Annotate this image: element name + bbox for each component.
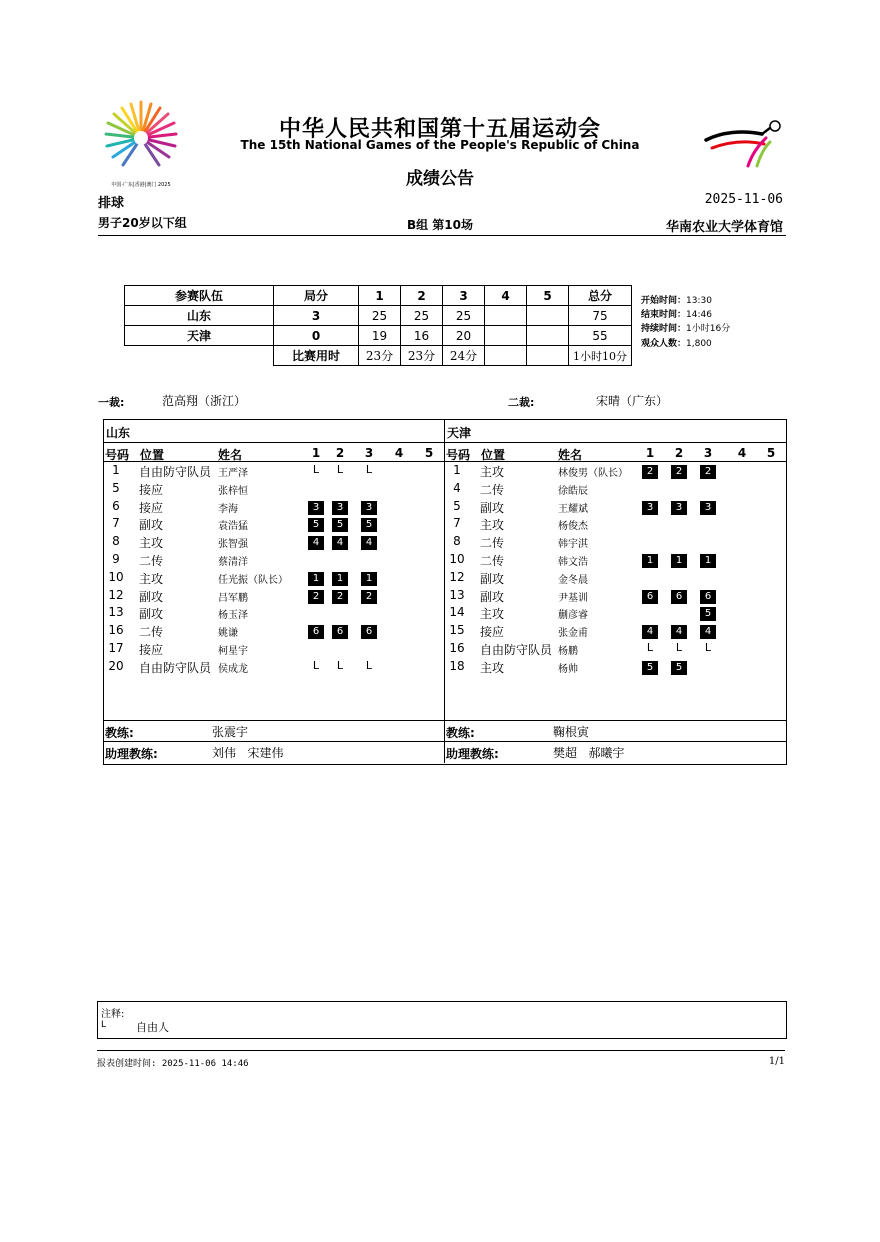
player-number: 13 [108, 605, 124, 620]
games-title-chinese: 中华人民共和国第十五届运动会 [278, 117, 601, 142]
player-name: 徐皓辰 [558, 485, 588, 497]
player-name: 韩宇淇 [558, 539, 588, 551]
player-number: 4 [453, 480, 461, 495]
set-3-score: 25 [443, 306, 485, 326]
notes-key: L [101, 1020, 107, 1030]
player-row [0, 588, 880, 606]
starting-position-badge: 6 [700, 590, 716, 604]
starting-position-badge: 4 [642, 625, 658, 639]
set-5-score [527, 326, 569, 346]
player-row [0, 552, 880, 570]
document-title: 成绩公告 [406, 169, 474, 189]
player-number: 7 [453, 516, 461, 531]
starting-position-badge: 2 [361, 590, 377, 604]
player-row [0, 605, 880, 623]
set-4-score [485, 306, 527, 326]
sets-won: 0 [274, 326, 359, 346]
player-number: 8 [453, 534, 461, 549]
header-set-2: 2 [401, 286, 443, 306]
games-title-english: The 15th National Games of the People's Republic of China [240, 138, 640, 152]
header-set-4: 4 [737, 446, 747, 460]
header-set-1: 1 [645, 446, 655, 460]
player-row [0, 623, 880, 641]
player-position: 副攻 [139, 518, 164, 533]
libero-mark: L [365, 658, 373, 672]
age-group: 男子20岁以下组 [98, 216, 187, 230]
libero-mark: L [704, 641, 712, 654]
report-created-time: 报表创建时间: 2025-11-06 14:46 [97, 1059, 249, 1069]
starting-position-badge: 6 [642, 590, 658, 604]
player-name: 蒯彦睿 [558, 610, 588, 622]
player-position: 副攻 [480, 500, 505, 515]
player-row [0, 463, 880, 481]
header-set-1: 1 [311, 446, 321, 460]
duration-row [125, 346, 632, 366]
set-1-duration: 23分 [359, 346, 401, 366]
starting-position-badge: 5 [642, 661, 658, 675]
player-name: 张智强 [218, 539, 248, 551]
starting-position-badge: 2 [642, 465, 658, 479]
player-position: 接应 [139, 643, 164, 657]
player-position: 主攻 [480, 465, 505, 479]
header-divider [98, 235, 786, 236]
player-name: 张梓恒 [218, 485, 248, 497]
player-name: 吕军鹏 [218, 592, 248, 604]
player-name: 王耀斌 [558, 503, 588, 515]
player-row [0, 481, 880, 499]
starting-position-badge: 2 [332, 590, 348, 604]
starting-position-badge: 6 [671, 590, 687, 604]
starting-position-badge: 5 [361, 518, 377, 532]
set-2-score: 25 [401, 306, 443, 326]
match-date: 2025-11-06 [704, 192, 783, 207]
libero-mark: L [365, 463, 373, 476]
header-set-2: 2 [674, 446, 684, 460]
total-points: 55 [569, 326, 632, 346]
notes-title: 注释: [101, 1009, 125, 1020]
set-4-duration [485, 346, 527, 366]
assistant-coach-label: 助理教练: [446, 747, 499, 761]
player-name: 尹基训 [558, 592, 588, 604]
set-2-duration: 23分 [401, 346, 443, 366]
player-number: 15 [449, 623, 465, 638]
player-position: 主攻 [139, 536, 164, 551]
starting-position-badge: 6 [308, 625, 324, 639]
player-number: 10 [108, 569, 124, 584]
roster-team-name: 山东 [106, 426, 131, 440]
player-name: 侯成龙 [218, 663, 248, 675]
starting-position-badge: 4 [671, 625, 687, 639]
player-number: 7 [112, 516, 120, 531]
player-number: 1 [453, 463, 461, 477]
header-set-4: 4 [394, 446, 404, 460]
player-number: 1 [112, 463, 120, 477]
sets-won: 3 [274, 306, 359, 326]
player-name: 杨俊杰 [558, 521, 588, 533]
player-row [0, 499, 880, 517]
roster-team-name: 天津 [447, 426, 472, 440]
player-number: 16 [449, 641, 465, 655]
starting-position-badge: 1 [700, 554, 716, 568]
notes-value: 自由人 [136, 1021, 169, 1034]
player-position: 主攻 [480, 660, 505, 675]
start-time: 开始时间：13:30 [641, 296, 712, 306]
assistant-coach-label: 助理教练: [105, 747, 158, 761]
starting-position-badge: 4 [308, 536, 324, 550]
player-name: 韩文浩 [558, 557, 588, 568]
player-name: 林俊男（队长） [558, 468, 628, 479]
libero-mark: L [646, 641, 654, 654]
first-referee-label: 一裁: [98, 396, 125, 409]
player-row [0, 641, 880, 659]
libero-mark: L [336, 658, 344, 672]
player-number: 6 [112, 498, 120, 513]
player-position: 二传 [480, 554, 505, 568]
venue: 华南农业大学体育馆 [665, 220, 783, 235]
header-set-3: 3 [703, 446, 713, 460]
header-position: 位置 [140, 448, 165, 462]
player-number: 12 [449, 569, 465, 584]
player-position: 二传 [139, 554, 164, 568]
header-set-5: 5 [527, 286, 569, 306]
player-name: 袁浩猛 [218, 521, 248, 533]
spectators: 观众人数：1,800 [641, 339, 712, 349]
starting-position-badge: 1 [332, 572, 348, 586]
coach-name: 鞠根寅 [553, 725, 590, 739]
score-row-team-2 [125, 326, 632, 346]
end-time: 结束时间：14:46 [641, 310, 712, 320]
header-position: 位置 [481, 448, 506, 462]
coach-label: 教练: [105, 726, 134, 740]
header-number: 号码 [105, 448, 130, 462]
starting-position-badge: 1 [671, 554, 687, 568]
header-set-3: 3 [443, 286, 485, 306]
starting-position-badge: 1 [308, 572, 324, 586]
first-referee: 范高翔（浙江） [162, 394, 247, 408]
libero-mark: L [675, 641, 683, 654]
match-duration: 持续时间：1小时16分 [641, 324, 731, 334]
set-1-score: 19 [359, 326, 401, 346]
player-position: 二传 [139, 625, 164, 640]
set-1-score: 25 [359, 306, 401, 326]
player-number: 5 [453, 498, 461, 513]
score-row-team-1 [125, 306, 632, 326]
second-referee-label: 二裁: [508, 396, 535, 409]
assistant-coach-names: 刘伟 宋建伟 [212, 746, 284, 760]
header-total: 总分 [569, 286, 632, 306]
total-points: 75 [569, 306, 632, 326]
starting-position-badge: 5 [700, 607, 716, 621]
libero-mark: L [312, 463, 320, 476]
player-position: 自由防守队员 [139, 660, 212, 675]
player-number: 8 [112, 534, 120, 549]
player-position: 主攻 [480, 518, 505, 533]
set-5-duration [527, 346, 569, 366]
player-row [0, 534, 880, 552]
starting-position-badge: 3 [361, 501, 377, 515]
player-position: 接应 [480, 625, 505, 640]
player-position: 主攻 [139, 571, 164, 586]
starting-position-badge: 4 [700, 625, 716, 639]
starting-position-badge: 5 [308, 518, 324, 532]
notes-box [97, 1001, 787, 1039]
starting-position-badge: 3 [332, 501, 348, 515]
score-table-header [125, 286, 632, 306]
header-teams: 参赛队伍 [125, 286, 274, 306]
player-position: 自由防守队员 [480, 643, 553, 657]
player-name: 李海 [218, 503, 238, 515]
set-5-score [527, 306, 569, 326]
starting-position-badge: 1 [642, 554, 658, 568]
player-name: 王严泽 [218, 468, 248, 479]
starting-position-badge: 4 [332, 536, 348, 550]
starting-position-badge: 5 [671, 661, 687, 675]
libero-mark: L [312, 658, 320, 672]
header-set-5: 5 [766, 446, 776, 460]
player-number: 10 [449, 552, 465, 566]
player-position: 接应 [139, 500, 164, 515]
player-name: 杨玉泽 [218, 610, 248, 622]
score-table [124, 285, 632, 366]
starting-position-badge: 3 [642, 501, 658, 515]
player-row [0, 570, 880, 588]
coach-label: 教练: [446, 726, 475, 740]
player-position: 副攻 [139, 607, 164, 622]
header-sets: 局分 [274, 286, 359, 306]
starting-position-badge: 6 [332, 625, 348, 639]
player-name: 蔡清洋 [218, 557, 248, 568]
player-position: 副攻 [139, 589, 164, 604]
starting-position-badge: 4 [361, 536, 377, 550]
header-number: 号码 [446, 448, 471, 462]
header-name: 姓名 [218, 448, 243, 462]
second-referee: 宋晴（广东） [596, 394, 669, 408]
starting-position-badge: 2 [308, 590, 324, 604]
footer-divider [97, 1050, 785, 1051]
player-name: 金冬晨 [558, 574, 588, 586]
player-position: 接应 [139, 482, 164, 497]
set-3-score: 20 [443, 326, 485, 346]
team-name: 天津 [125, 326, 274, 346]
player-position: 二传 [480, 482, 505, 497]
player-number: 12 [108, 587, 124, 602]
starting-position-badge: 6 [361, 625, 377, 639]
page-number: 1/1 [768, 1056, 785, 1067]
team-name: 山东 [125, 306, 274, 326]
player-name: 任光振（队长） [218, 574, 288, 586]
player-position: 自由防守队员 [139, 465, 212, 479]
player-number: 5 [112, 480, 120, 495]
player-number: 18 [449, 658, 465, 673]
starting-position-badge: 1 [361, 572, 377, 586]
player-position: 主攻 [480, 607, 505, 622]
player-position: 副攻 [480, 571, 505, 586]
set-3-duration: 24分 [443, 346, 485, 366]
logo-caption: 中国·广东|香港|澳门 2025 [111, 182, 171, 188]
player-name: 杨帅 [558, 663, 578, 675]
player-number: 9 [112, 552, 120, 566]
player-name: 杨鹏 [558, 646, 578, 657]
header-set-5: 5 [424, 446, 434, 460]
header-set-1: 1 [359, 286, 401, 306]
coach-name: 张震宇 [212, 725, 249, 739]
starting-position-badge: 3 [671, 501, 687, 515]
player-row [0, 516, 880, 534]
player-number: 20 [108, 658, 124, 673]
player-position: 副攻 [480, 589, 505, 604]
assistant-coach-names: 樊超 郝曦宇 [553, 746, 625, 760]
starting-position-badge: 3 [308, 501, 324, 515]
player-number: 14 [449, 605, 465, 620]
player-name: 姚谦 [218, 628, 238, 640]
header-set-2: 2 [335, 446, 345, 460]
sport-name: 排球 [98, 196, 125, 211]
duration-label: 比赛用时 [274, 346, 359, 366]
player-number: 13 [449, 587, 465, 602]
header-set-4: 4 [485, 286, 527, 306]
starting-position-badge: 2 [700, 465, 716, 479]
starting-position-badge: 3 [700, 501, 716, 515]
player-number: 17 [108, 641, 124, 655]
player-number: 16 [108, 623, 124, 638]
set-2-score: 16 [401, 326, 443, 346]
match-number: B组 第10场 [406, 218, 474, 232]
player-position: 二传 [480, 536, 505, 551]
set-4-score [485, 326, 527, 346]
player-name: 张金甫 [558, 628, 588, 640]
header-name: 姓名 [558, 448, 583, 462]
total-duration: 1小时10分 [569, 346, 632, 366]
libero-mark: L [336, 463, 344, 476]
header-set-3: 3 [364, 446, 374, 460]
player-row [0, 659, 880, 677]
starting-position-badge: 2 [671, 465, 687, 479]
starting-position-badge: 5 [332, 518, 348, 532]
player-name: 柯星宇 [218, 646, 248, 657]
